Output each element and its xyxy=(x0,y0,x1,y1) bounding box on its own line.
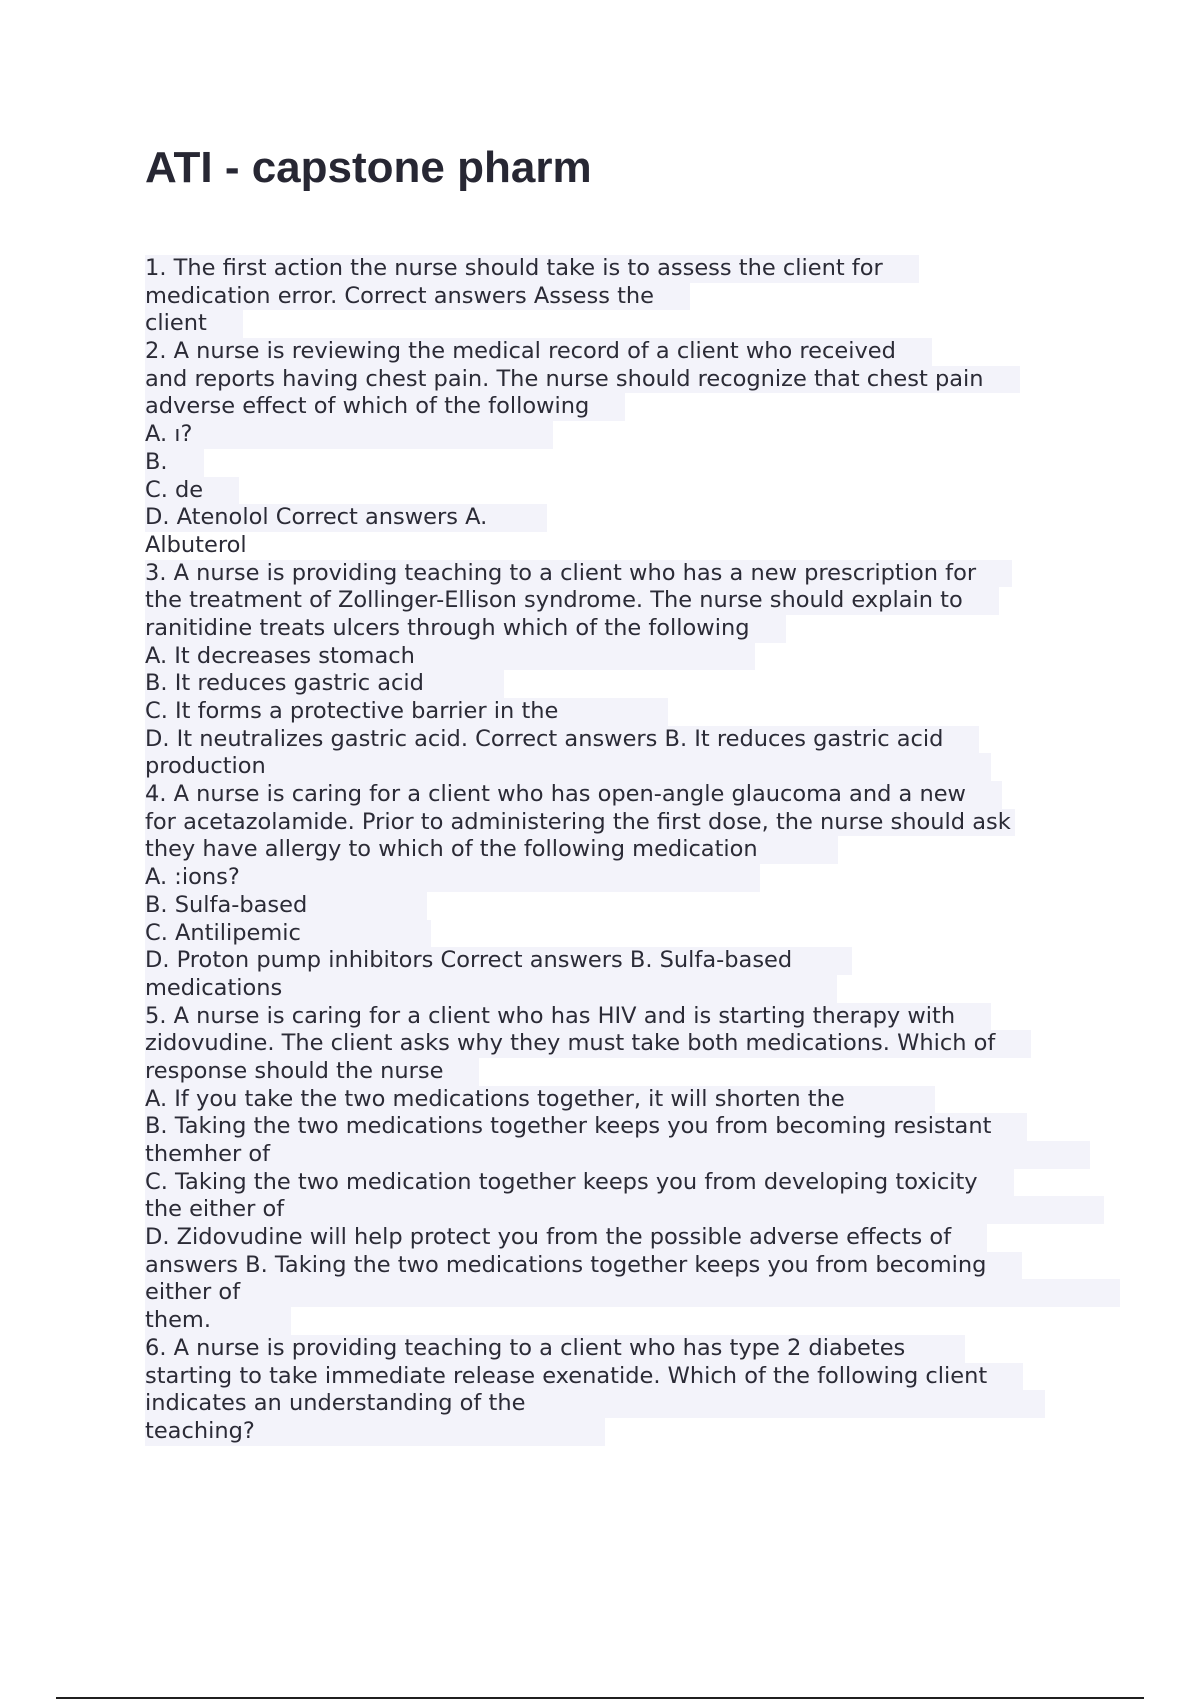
text-line xyxy=(145,504,1105,532)
text-line xyxy=(145,338,1105,366)
text-line-content: they have allergy to which of the following medication xyxy=(145,836,838,864)
text-line xyxy=(145,477,1105,505)
text-line-content: client xyxy=(145,310,243,338)
text-line-content: medications xyxy=(145,975,837,1003)
text-line xyxy=(145,1003,1105,1031)
text-line xyxy=(145,1335,1105,1363)
text-line-content: 5. A nurse is caring for a client who has HIV and is starting therapy with xyxy=(145,1003,991,1031)
text-line xyxy=(145,698,1105,726)
text-line xyxy=(145,1141,1105,1169)
text-line-content: them. xyxy=(145,1307,291,1335)
text-line xyxy=(145,255,1105,283)
text-line-content: C. Taking the two medication together keeps you from developing toxicity xyxy=(145,1169,1014,1197)
text-line xyxy=(145,532,1105,560)
text-line xyxy=(145,366,1105,394)
text-line xyxy=(145,1390,1105,1418)
text-line xyxy=(145,421,1105,449)
text-line xyxy=(145,449,1105,477)
text-line-content: 3. A nurse is providing teaching to a client who has a new prescription for xyxy=(145,560,1012,588)
text-line-content: response should the nurse xyxy=(145,1058,479,1086)
text-line xyxy=(145,643,1105,671)
text-line-content: C. de xyxy=(145,477,239,505)
text-line-content: A. ı? xyxy=(145,421,553,449)
document-body xyxy=(145,255,1105,1446)
text-line xyxy=(145,1196,1105,1224)
text-line xyxy=(145,1086,1105,1114)
text-line xyxy=(145,1279,1105,1307)
text-line xyxy=(145,947,1105,975)
text-line xyxy=(145,892,1105,920)
bottom-divider xyxy=(56,1697,1144,1699)
text-line-content: teaching? xyxy=(145,1418,605,1446)
text-line-content: B. Taking the two medications together keeps you from becoming resistant xyxy=(145,1113,1027,1141)
text-line xyxy=(145,1307,1105,1335)
text-line-content: indicates an understanding of the xyxy=(145,1390,1045,1418)
text-line-content: A. If you take the two medications together, it will shorten the xyxy=(145,1086,935,1114)
text-line-content: B. Sulfa-based xyxy=(145,892,427,920)
text-line-content: the either of xyxy=(145,1196,1104,1224)
text-line xyxy=(145,670,1105,698)
text-line-content: ranitidine treats ulcers through which of the following xyxy=(145,615,786,643)
text-line xyxy=(145,1058,1105,1086)
text-line-content: D. Proton pump inhibitors Correct answers B. Sulfa-based xyxy=(145,947,852,975)
text-line-content: C. It forms a protective barrier in the xyxy=(145,698,668,726)
document-title: ATI - capstone pharm xyxy=(145,143,592,192)
text-line xyxy=(145,310,1105,338)
text-line-content: zidovudine. The client asks why they must take both medications. Which of xyxy=(145,1030,1031,1058)
text-line xyxy=(145,587,1105,615)
text-line-content: themher of xyxy=(145,1141,1090,1169)
text-line xyxy=(145,809,1105,837)
text-line xyxy=(145,1113,1105,1141)
text-line-content: either of xyxy=(145,1279,1120,1307)
text-line xyxy=(145,975,1105,1003)
text-line xyxy=(145,1030,1105,1058)
text-line xyxy=(145,1224,1105,1252)
text-line-content: medication error. Correct answers Assess the xyxy=(145,283,690,311)
text-line xyxy=(145,726,1105,754)
text-line-content: 6. A nurse is providing teaching to a client who has type 2 diabetes xyxy=(145,1335,965,1363)
text-line-content: A. It decreases stomach xyxy=(145,643,755,671)
text-line-content: 1. The first action the nurse should take is to assess the client for xyxy=(145,255,919,283)
text-line xyxy=(145,1252,1105,1280)
text-line-content: for acetazolamide. Prior to administering the first dose, the nurse should ask xyxy=(145,809,1015,837)
text-line-content: D. Atenolol Correct answers A. xyxy=(145,504,547,532)
text-line-content: Albuterol xyxy=(145,531,247,558)
text-line xyxy=(145,836,1105,864)
text-line-content: B. It reduces gastric acid xyxy=(145,670,504,698)
text-line-content: A. :ions? xyxy=(145,864,760,892)
text-line-content: and reports having chest pain. The nurse should recognize that chest pain xyxy=(145,366,1020,394)
text-line-content: D. Zidovudine will help protect you from the possible adverse effects of xyxy=(145,1224,987,1252)
text-line xyxy=(145,560,1105,588)
text-line xyxy=(145,1418,1105,1446)
text-line xyxy=(145,1363,1105,1391)
text-line-content: 4. A nurse is caring for a client who has open-angle glaucoma and a new xyxy=(145,781,1002,809)
text-line xyxy=(145,393,1105,421)
text-line-content: adverse effect of which of the following xyxy=(145,393,625,421)
text-line xyxy=(145,1169,1105,1197)
text-line-content: starting to take immediate release exenatide. Which of the following client xyxy=(145,1363,1023,1391)
text-line xyxy=(145,864,1105,892)
text-line-content: production xyxy=(145,753,991,781)
text-line-content: 2. A nurse is reviewing the medical record of a client who received xyxy=(145,338,932,366)
text-line xyxy=(145,781,1105,809)
text-line-content: B. xyxy=(145,449,204,477)
text-line xyxy=(145,753,1105,781)
text-line xyxy=(145,283,1105,311)
text-line-content: answers B. Taking the two medications together keeps you from becoming xyxy=(145,1252,1022,1280)
text-line-content: C. Antilipemic xyxy=(145,920,431,948)
text-line xyxy=(145,920,1105,948)
text-line-content: D. It neutralizes gastric acid. Correct answers B. It reduces gastric acid xyxy=(145,726,979,754)
text-line-content: the treatment of Zollinger-Ellison syndrome. The nurse should explain to xyxy=(145,587,999,615)
text-line xyxy=(145,615,1105,643)
